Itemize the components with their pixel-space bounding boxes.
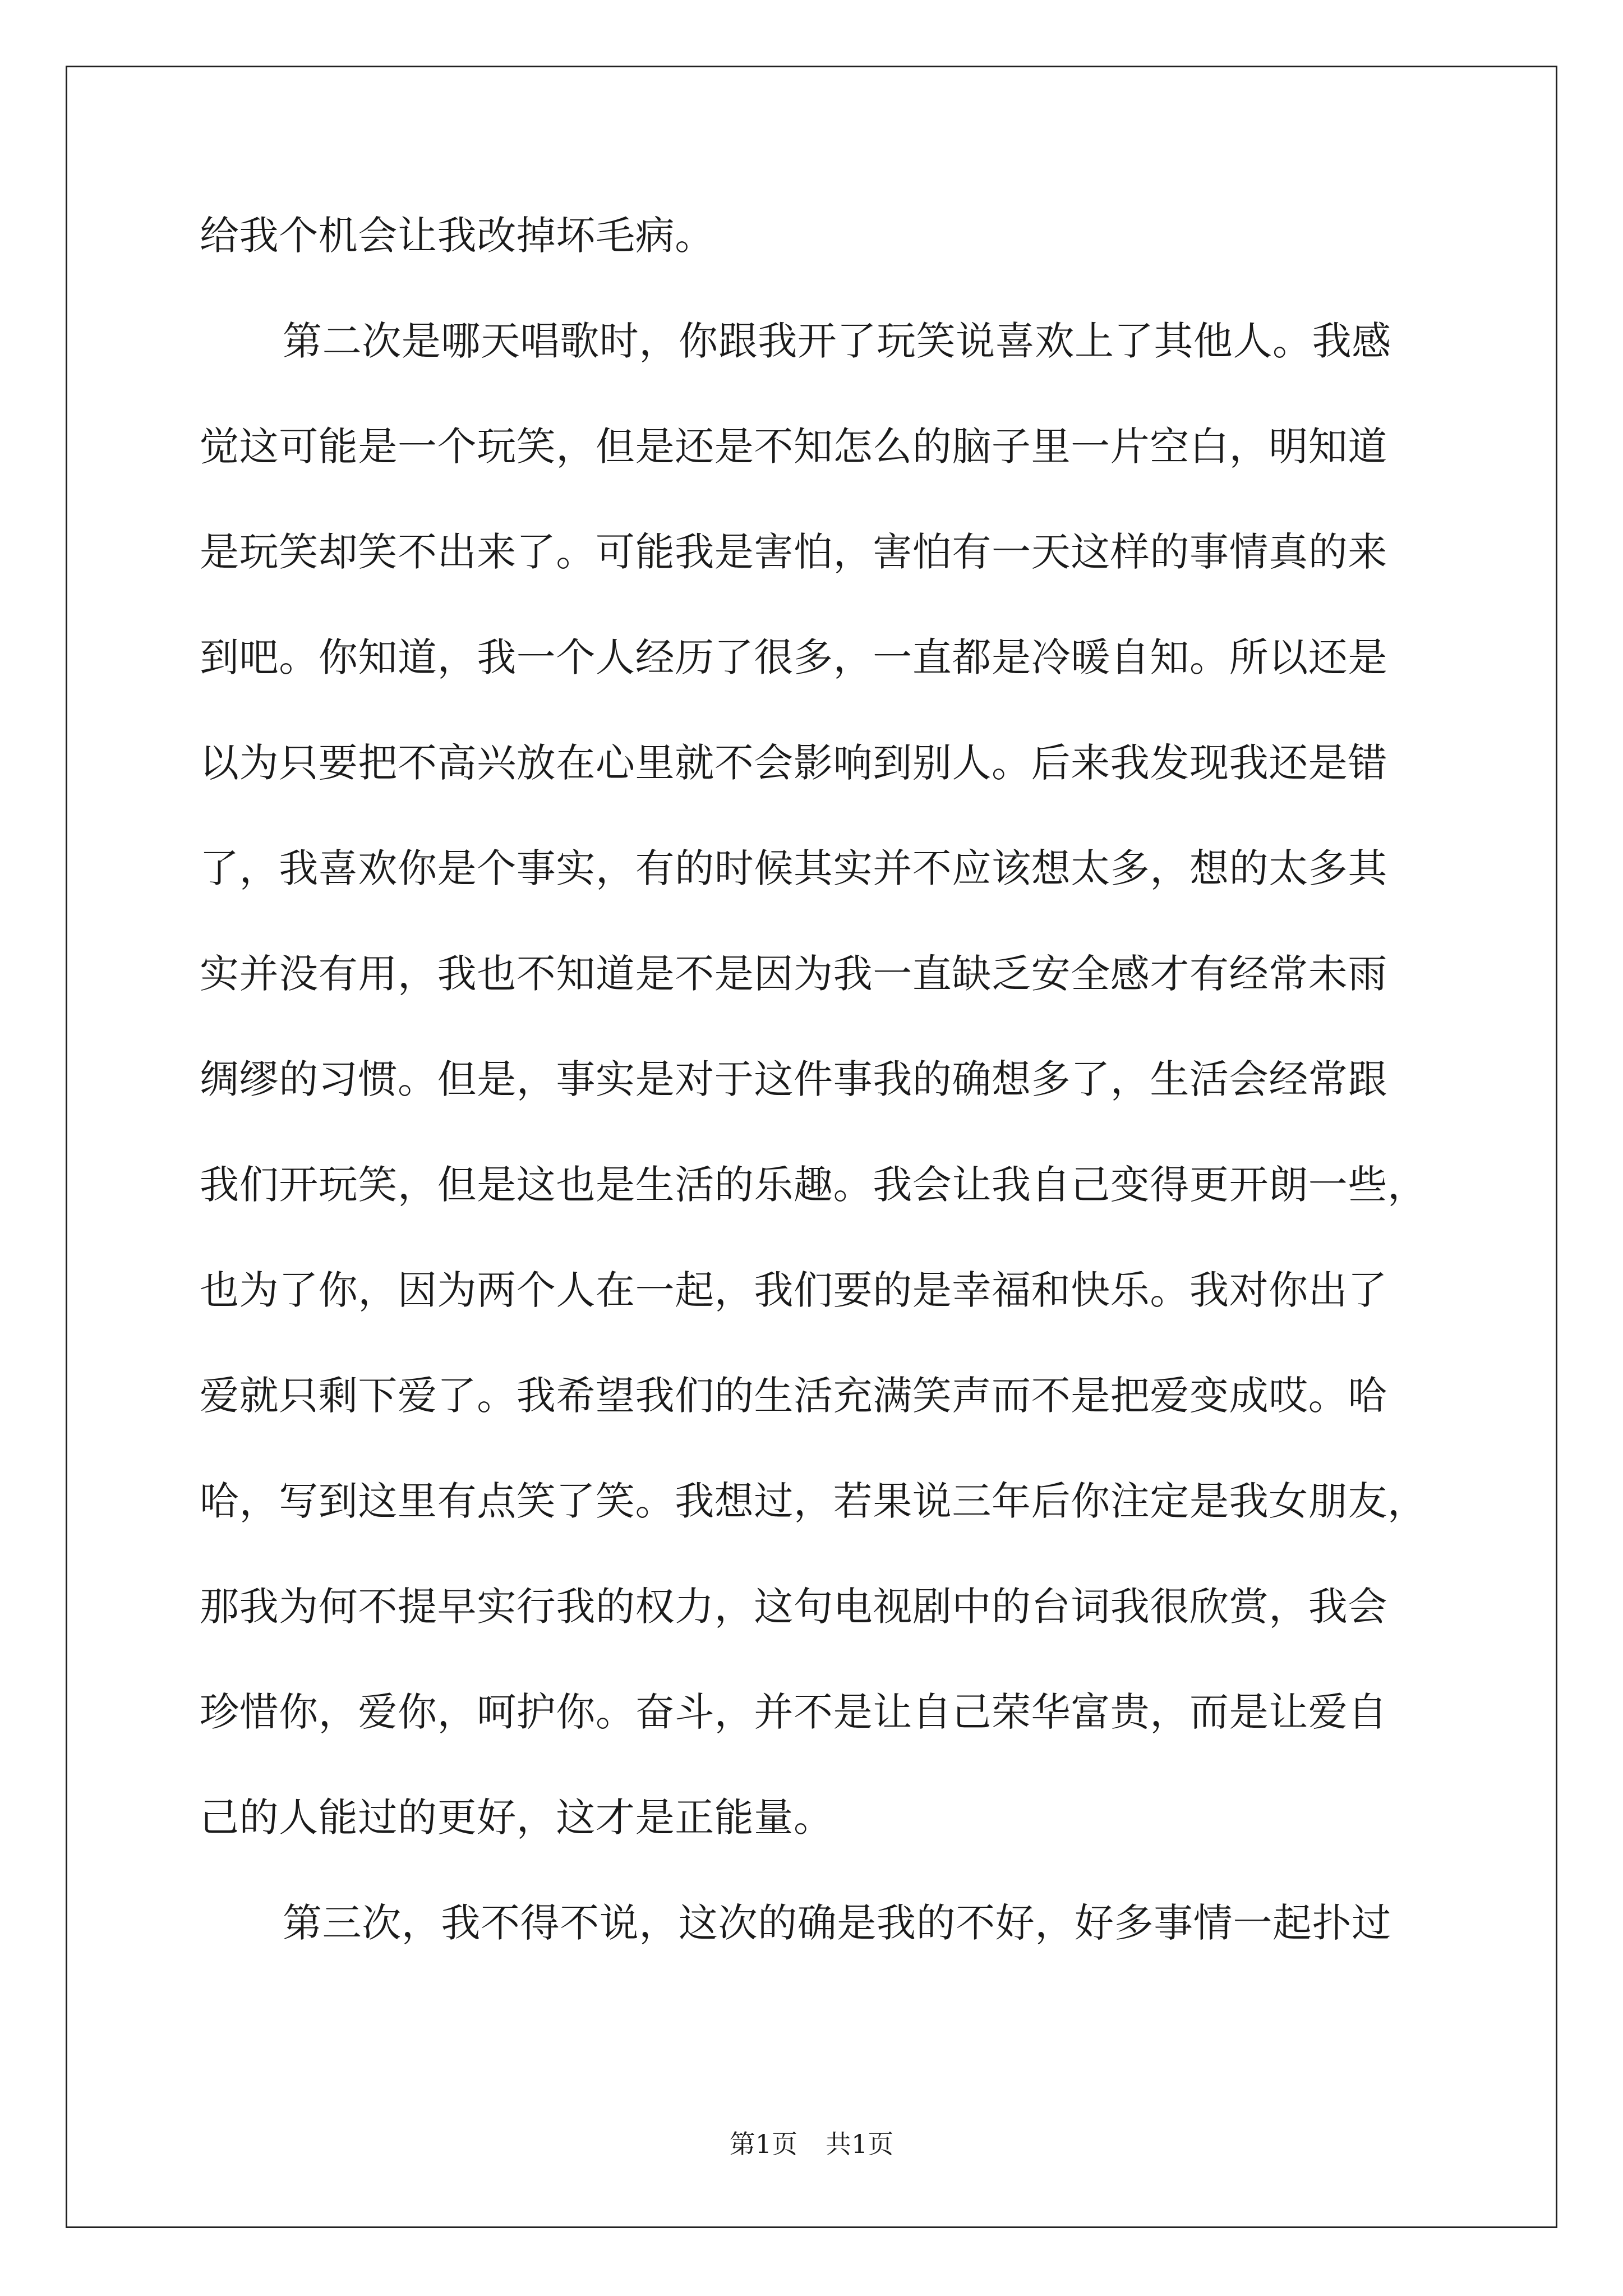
paragraph-2-line-13: 那我为何不提早实行我的权力，这句电视剧中的台词我很欣赏，我会 [200, 1584, 1387, 1630]
paragraph-2-line-11: 爱就只剩下爱了。我希望我们的生活充满笑声而不是把爱变成哎。哈 [200, 1373, 1387, 1419]
paragraph-2-line-6: 了，我喜欢你是个事实，有的时候其实并不应该想太多，想的太多其 [200, 845, 1387, 891]
paragraph-2-line-15: 己的人能过的更好，这才是正能量。 [200, 1795, 833, 1841]
paragraph-2-line-8: 绸缪的习惯。但是，事实是对于这件事我的确想多了，生活会经常跟 [200, 1056, 1387, 1102]
paragraph-2-line-10: 也为了你，因为两个人在一起，我们要的是幸福和快乐。我对你出了 [200, 1267, 1387, 1313]
page-footer [0, 2127, 1623, 2161]
paragraph-2-line-1: 第二次是哪天唱歌时，你跟我开了玩笑说喜欢上了其他人。我感 [283, 318, 1391, 364]
page-number-current: 第1页 [729, 2129, 797, 2159]
paragraph-3-line-1: 第三次，我不得不说，这次的确是我的不好，好多事情一起扑过 [283, 1900, 1391, 1946]
paragraph-2-line-14: 珍惜你，爱你，呵护你。奋斗，并不是让自己荣华富贵，而是让爱自 [200, 1689, 1387, 1735]
paragraph-2-line-7: 实并没有用，我也不知道是不是因为我一直缺乏安全感才有经常未雨 [200, 951, 1387, 997]
paragraph-2-line-12: 哈，写到这里有点笑了笑。我想过，若果说三年后你注定是我女朋友， [200, 1478, 1427, 1524]
paragraph-2-line-3: 是玩笑却笑不出来了。可能我是害怕，害怕有一天这样的事情真的来 [200, 529, 1387, 575]
paragraph-2-line-2: 觉这可能是一个玩笑，但是还是不知怎么的脑子里一片空白，明知道 [200, 424, 1387, 470]
paragraph-2-line-5: 以为只要把不高兴放在心里就不会影响到别人。后来我发现我还是错 [200, 740, 1387, 786]
page-number-total: 共1页 [826, 2129, 894, 2159]
text-line-1: 给我个机会让我改掉坏毛病。 [200, 213, 714, 259]
paragraph-2-line-9: 我们开玩笑，但是这也是生活的乐趣。我会让我自己变得更开朗一些， [200, 1162, 1427, 1208]
paragraph-2-line-4: 到吧。你知道，我一个人经历了很多，一直都是冷暖自知。所以还是 [200, 634, 1387, 680]
